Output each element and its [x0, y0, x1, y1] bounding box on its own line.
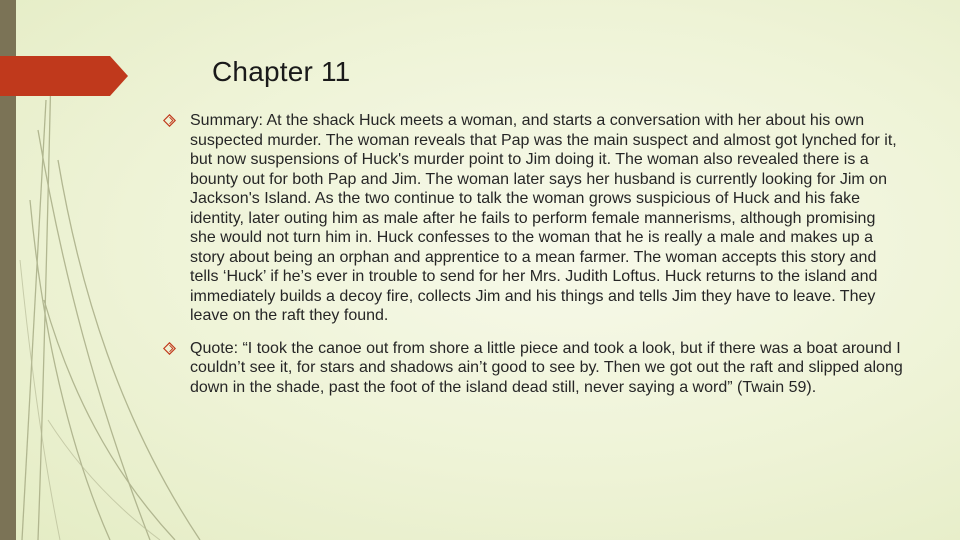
- diamond-outline-icon: [163, 114, 176, 127]
- title-accent-arrow: [0, 56, 130, 96]
- quote-bullet: [163, 339, 903, 398]
- slide-title: Chapter 11: [212, 56, 351, 87]
- summary-text: Summary: At the shack Huck meets a woman, and starts a conversation with her about his own suspected murder. The woman reveals that Pap was the main suspect and almost got lynched for it, but now suspensions of Huck's murder point to Jim doing it. The woman also revealed there is a bounty out for both Pap and Jim. The woman later says her husband is currently looking for Jim on Jackson's Island. As the two continue to talk the woman grows suspicious of Huck and his fake identity, later outing him as male after he fails to perform female mannerisms, although promising she would not turn him in. Huck confesses to the woman that he is really a male and makes up a story about being an orphan and apprentice to a mean farmer. The woman accepts this story and tells ‘Huck’ if he’s ever in trouble to send for her Mrs. Judith Loftus. Huck returns to the island and immediately builds a decoy fire, collects Jim and his things and tells Jim they have to leave. They leave on the raft they found.: [190, 112, 897, 324]
- summary-bullet: [163, 111, 903, 326]
- diamond-outline-icon: [163, 342, 176, 355]
- slide-content: [163, 111, 903, 410]
- quote-text: Quote: “I took the canoe out from shore a little piece and took a look, but if there was a boat around I couldn’t see it, for stars and shadows ain’t good to see by. Then we got out the raft and slipped along down in the shade, past the foot of the island dead still, never saying a word” (Twain 59).: [190, 339, 903, 396]
